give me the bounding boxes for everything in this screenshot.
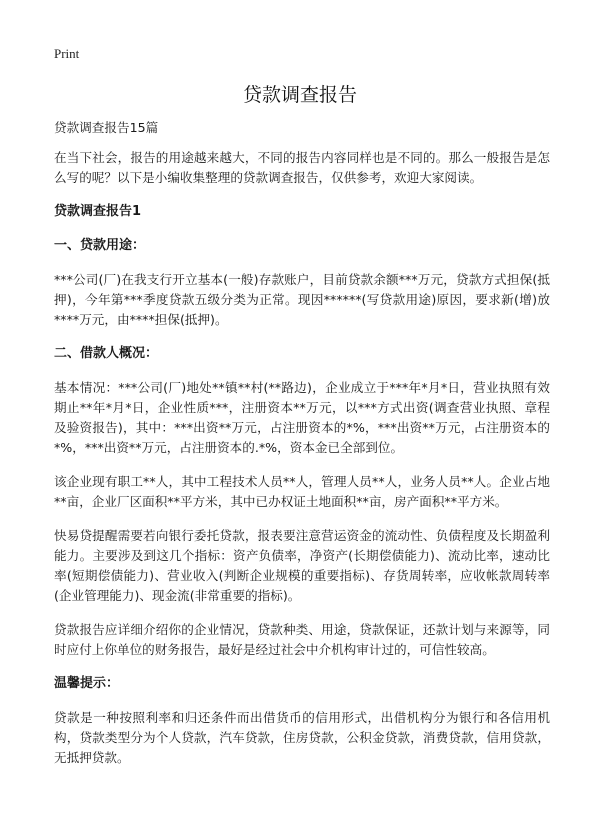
loan-use-paragraph: ***公司(厂)在我支行开立基本(一般)存款账户，目前贷款余额***万元，贷款方式担保(抵押)，今年第***季度贷款五级分类为正常。现因******(写贷款用途)原因，要求新(增)放****万元，由****担保(抵押)。 [54,272,550,327]
section-heading-loan-use: 一、贷款用途： [54,238,146,253]
page-title: 贷款调查报告 [242,84,357,106]
document-subtitle: 贷款调查报告15篇 [54,120,159,135]
borrower-indicators-paragraph: 快易贷提醒需要若向银行委托贷款，报表要注意营运资金的流动性、负债程度及长期盈利能力。主要涉及到这几个指标：资产负债率，净资产(长期偿债能力)、流动比率，速动比率(短期偿债能力)、营业收入(判断企业规模的重要指标)、存货周转率，应收帐款周转率(企业管理能力)、现金流(非常重要的指标)。 [54,528,550,603]
document-body [54,118,550,782]
borrower-basic-paragraph: 基本情况：***公司(厂)地处**镇**村(**路边)，企业成立于***年*月*日，营业执照有效期止**年*月*日，企业性质***，注册资本**万元，以***方式出资(调查营业执照、章程及验资报告)，其中：***出资**万元，占注册资本的*%，***出资**万元，占注册资本的*%，***出资**万元，占注册资本的.*%，资本金已全部到位。 [54,380,550,455]
section-heading-report-1: 贷款调查报告1 [54,204,142,219]
print-link[interactable]: Print [54,46,80,61]
borrower-staff-paragraph: 该企业现有职工**人，其中工程技术人员**人，管理人员**人，业务人员**人。企业占地**亩，企业厂区面积**平方米，其中已办权证土地面积**亩，房产面积**平方米。 [54,474,550,509]
section-heading-tips: 温馨提示： [54,676,120,691]
section-heading-borrower: 二、借款人概况： [54,346,159,361]
borrower-report-paragraph: 贷款报告应详细介绍你的企业情况，贷款种类、用途，贷款保证，还款计划与来源等，同时应付上你单位的财务报告，最好是经过社会中介机构审计过的，可信性较高。 [54,622,550,657]
tips-paragraph: 贷款是一种按照利率和归还条件而出借货币的信用形式，出借机构分为银行和各信用机构，贷款类型分为个人贷款，汽车贷款，住房贷款，公积金贷款，消费贷款，信用贷款，无抵押贷款。 [54,710,550,765]
intro-paragraph: 在当下社会，报告的用途越来越大，不同的报告内容同样也是不同的。那么一般报告是怎么写的呢？以下是小编收集整理的贷款调查报告，仅供参考，欢迎大家阅读。 [54,150,550,185]
